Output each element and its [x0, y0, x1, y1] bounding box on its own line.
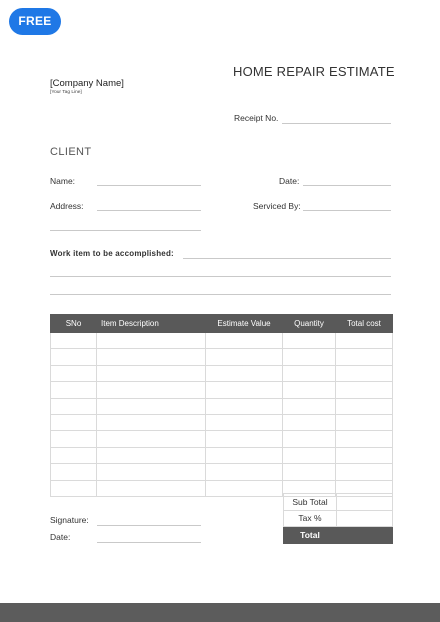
items-table-body [51, 333, 393, 497]
client-date-label: Date: [279, 176, 300, 186]
address-label: Address: [50, 201, 84, 211]
client-heading: CLIENT [50, 146, 92, 158]
total-row [284, 527, 393, 544]
table-row [51, 349, 393, 365]
table-cell[interactable] [97, 431, 206, 447]
table-cell[interactable] [51, 414, 97, 430]
free-badge[interactable]: FREE [9, 8, 61, 35]
table-cell[interactable] [97, 349, 206, 365]
table-cell[interactable] [206, 349, 283, 365]
name-line[interactable] [97, 185, 201, 186]
signature-date-label: Date: [50, 532, 71, 542]
table-cell[interactable] [97, 414, 206, 430]
column-header-item-description: Item Description [97, 315, 206, 333]
table-cell[interactable] [206, 414, 283, 430]
column-header-sno: SNo [51, 315, 97, 333]
table-row [51, 414, 393, 430]
table-cell[interactable] [97, 382, 206, 398]
sub-total-row [284, 494, 393, 511]
table-cell[interactable] [51, 398, 97, 414]
table-header-row [51, 315, 393, 333]
table-cell[interactable] [283, 365, 336, 381]
table-cell[interactable] [97, 365, 206, 381]
table-row [51, 365, 393, 381]
total-value-cell[interactable] [337, 527, 393, 544]
sub-total-label: Sub Total [284, 494, 337, 511]
table-cell[interactable] [206, 480, 283, 496]
work-item-line-2[interactable] [50, 276, 391, 277]
table-cell[interactable] [51, 464, 97, 480]
table-cell[interactable] [336, 333, 393, 349]
totals-table [283, 493, 393, 544]
table-row [51, 398, 393, 414]
signature-label: Signature: [50, 515, 89, 525]
table-cell[interactable] [97, 398, 206, 414]
company-name: [Company Name] [50, 78, 124, 89]
table-cell[interactable] [51, 480, 97, 496]
table-cell[interactable] [336, 365, 393, 381]
receipt-no-label: Receipt No. [234, 113, 279, 123]
signature-date-line[interactable] [97, 542, 201, 543]
table-cell[interactable] [206, 365, 283, 381]
address-line-1[interactable] [97, 210, 201, 211]
sub-total-value-cell[interactable] [337, 494, 393, 511]
table-row [51, 431, 393, 447]
table-cell[interactable] [51, 431, 97, 447]
work-item-line-3[interactable] [50, 294, 391, 295]
work-item-label: Work item to be accomplished: [50, 249, 174, 258]
address-line-2[interactable] [50, 230, 201, 231]
column-header-quantity: Quantity [283, 315, 336, 333]
table-cell[interactable] [97, 447, 206, 463]
tax-value-cell[interactable] [337, 510, 393, 527]
table-cell[interactable] [336, 398, 393, 414]
table-row [51, 464, 393, 480]
items-table [50, 314, 393, 497]
work-item-line-1[interactable] [183, 258, 391, 259]
table-cell[interactable] [206, 398, 283, 414]
table-cell[interactable] [283, 382, 336, 398]
table-cell[interactable] [283, 431, 336, 447]
table-cell[interactable] [51, 447, 97, 463]
footer-bar [0, 603, 440, 622]
table-cell[interactable] [51, 333, 97, 349]
table-cell[interactable] [283, 349, 336, 365]
tax-label: Tax % [284, 510, 337, 527]
table-cell[interactable] [51, 365, 97, 381]
table-cell[interactable] [206, 333, 283, 349]
tax-row [284, 510, 393, 527]
table-cell[interactable] [97, 464, 206, 480]
serviced-by-label: Serviced By: [253, 201, 301, 211]
column-header-estimate-value: Estimate Value [206, 315, 283, 333]
table-cell[interactable] [283, 333, 336, 349]
table-cell[interactable] [97, 480, 206, 496]
table-cell[interactable] [51, 349, 97, 365]
document-title: HOME REPAIR ESTIMATE [233, 64, 395, 79]
table-cell[interactable] [206, 431, 283, 447]
table-cell[interactable] [51, 382, 97, 398]
serviced-by-line[interactable] [303, 210, 391, 211]
name-label: Name: [50, 176, 76, 186]
table-cell[interactable] [206, 447, 283, 463]
column-header-total-cost: Total cost [336, 315, 393, 333]
receipt-no-line[interactable] [282, 123, 391, 124]
table-row [51, 382, 393, 398]
client-date-line[interactable] [303, 185, 391, 186]
company-tagline: [Your Tag Line] [50, 90, 82, 95]
table-row [51, 333, 393, 349]
table-cell[interactable] [283, 398, 336, 414]
table-cell[interactable] [206, 464, 283, 480]
table-cell[interactable] [336, 447, 393, 463]
table-cell[interactable] [283, 464, 336, 480]
table-cell[interactable] [97, 333, 206, 349]
table-cell[interactable] [336, 382, 393, 398]
table-cell[interactable] [336, 414, 393, 430]
table-cell[interactable] [336, 464, 393, 480]
signature-line[interactable] [97, 525, 201, 526]
table-cell[interactable] [283, 447, 336, 463]
table-cell[interactable] [283, 414, 336, 430]
table-cell[interactable] [206, 382, 283, 398]
table-cell[interactable] [336, 349, 393, 365]
table-row [51, 447, 393, 463]
table-cell[interactable] [336, 431, 393, 447]
total-label: Total [284, 527, 337, 544]
